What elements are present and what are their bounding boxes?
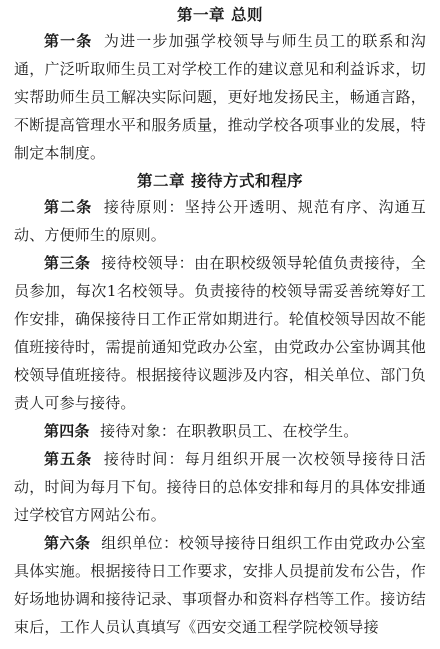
article-label: 第一条 xyxy=(44,32,93,50)
article-paragraph xyxy=(14,529,426,641)
article-text: 接待校领导：由在职校级领导轮值负责接待，全员参加，每次1名校领导。负责接待的校领导需妥善统筹好工作安排，确保接待日工作正常如期进行。轮值校领导因故不能值班接待时，需提前通知党政办公室，由党政办公室协调其他校领导值班接待。根据接待议题涉及内容，相关单位、部门负责人可参与接待。 xyxy=(14,254,426,412)
article-text: 接待时间：每月组织开展一次校领导接待日活动，时间为每月下旬。接待日的总体安排和每月的具体安排通过学校官方网站公布。 xyxy=(14,450,426,524)
article-paragraph xyxy=(14,27,426,167)
article-label: 第二条 xyxy=(44,198,93,216)
chapter-title: 第一章 总则 xyxy=(177,6,263,24)
article-paragraph xyxy=(14,193,426,249)
article-label: 第六条 xyxy=(44,534,91,552)
article-label: 第四条 xyxy=(44,422,90,440)
article-paragraph xyxy=(14,417,426,445)
article-label: 第五条 xyxy=(44,450,93,468)
article-text: 为进一步加强学校领导与师生员工的联系和沟通，广泛听取师生员工对学校工作的建议意见和利益诉求，切实帮助师生员工解决实际问题，更好地发扬民主，畅通言路，不断提高管理水平和服务质量，推动学校各项事业的发展，特制定本制度。 xyxy=(14,32,426,162)
article-label: 第三条 xyxy=(44,254,91,272)
article-paragraph xyxy=(14,249,426,417)
article-paragraph xyxy=(14,445,426,529)
article-text: 组织单位：校领导接待日组织工作由党政办公室具体实施。根据接待日工作要求，安排人员提前发布公告，作好场地协调和接待记录、事项督办和资料存档等工作。接访结束后，工作人员认真填写《西安交通工程学院校领导接 xyxy=(14,534,426,636)
chapter-title: 第二章 接待方式和程序 xyxy=(137,172,303,190)
article-text: 接待原则：坚持公开透明、规范有序、沟通互动、方便师生的原则。 xyxy=(14,198,426,244)
article-text: 接待对象：在职教职员工、在校学生。 xyxy=(100,422,359,440)
